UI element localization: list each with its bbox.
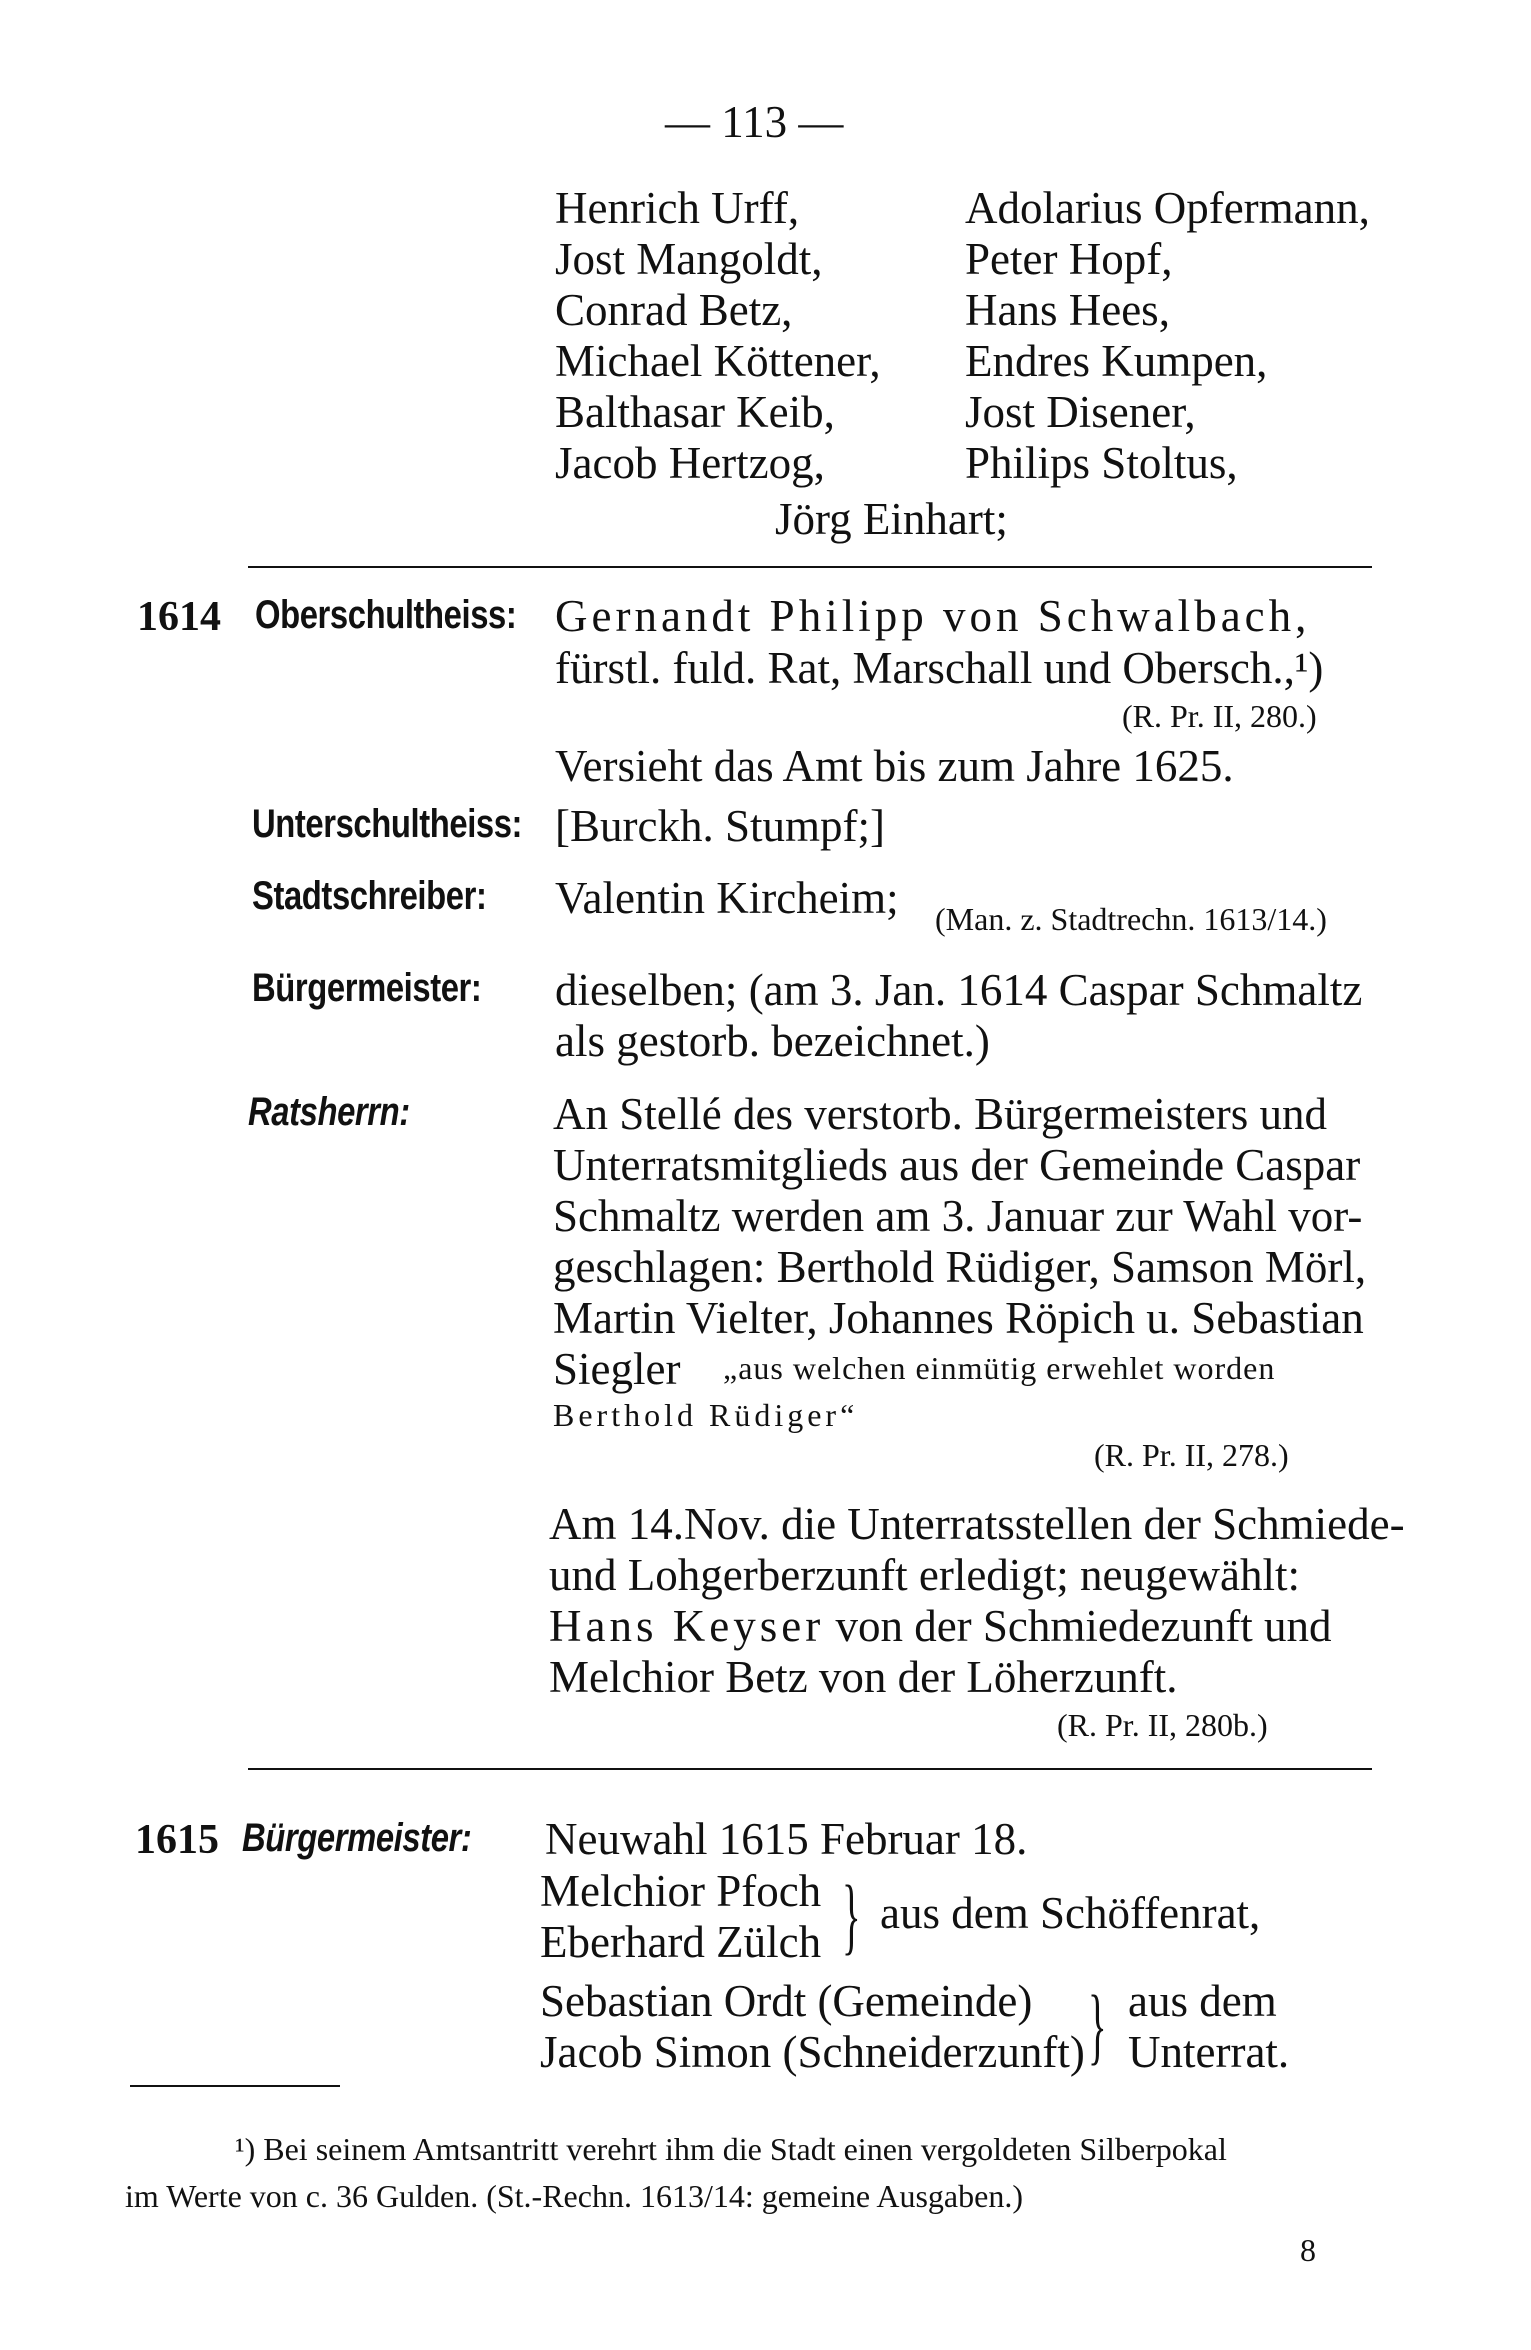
councilor-name: Philips Stoltus, — [965, 438, 1238, 488]
group-note: aus dem — [1128, 1976, 1277, 2026]
brace-icon: } — [842, 1867, 861, 1963]
page-number: — 113 — — [665, 97, 844, 147]
councilor-name: Michael Köttener, — [555, 336, 881, 386]
person-name: Jacob Simon (Schneiderzunft) — [540, 2027, 1085, 2077]
text-line: geschlagen: Berthold Rüdiger, Samson Mörl, — [553, 1242, 1367, 1292]
footnote-line: im Werte von c. 36 Gulden. (St.-Rechn. 1613/14: gemeine Ausgaben.) — [125, 2178, 1023, 2214]
text-line — [549, 1600, 1332, 1652]
footnote-marker: ¹) — [235, 2131, 256, 2167]
text-line: dieselben; (am 3. Jan. 1614 Caspar Schmaltz — [555, 965, 1363, 1015]
oberschultheiss-name: Gernandt Philipp von Schwalbach, — [555, 591, 1311, 641]
councilor-name: Endres Kumpen, — [965, 336, 1268, 386]
year-1615: 1615 — [135, 1817, 219, 1863]
section-divider — [248, 1768, 1372, 1770]
label-buergermeister: Bürgermeister: — [252, 966, 482, 1010]
person-name: Sebastian Ordt (Gemeinde) — [540, 1976, 1033, 2026]
text-line: An Stellé des verstorb. Bürgermeisters und — [553, 1089, 1328, 1139]
text-line: Martin Vielter, Johannes Röpich u. Sebastian — [553, 1293, 1364, 1343]
text-line: Siegler — [553, 1344, 681, 1394]
text-line: und Lohgerberzunft erledigt; neugewählt: — [549, 1550, 1300, 1600]
text-line: Unterratsmitglieds aus der Gemeinde Caspar — [553, 1140, 1361, 1190]
label-unterschultheiss: Unterschultheiss: — [252, 802, 523, 846]
unterschultheiss-name: [Burckh. Stumpf;] — [555, 801, 885, 851]
label-oberschultheiss: Oberschultheiss: — [255, 593, 517, 637]
stadtschreiber-name: Valentin Kircheim; — [555, 873, 899, 923]
councilor-name: Jost Mangoldt, — [555, 234, 823, 284]
name-spaced: Hans Keyser — [549, 1601, 825, 1651]
councilor-name: Conrad Betz, — [555, 285, 793, 335]
reference: (R. Pr. II, 280.) — [1122, 698, 1317, 734]
sheet-number: 8 — [1300, 2232, 1316, 2268]
councilor-name: Jacob Hertzog, — [555, 438, 825, 488]
label-stadtschreiber: Stadtschreiber: — [252, 874, 487, 918]
text-fragment: von der Schmiedezunft und — [835, 1601, 1332, 1651]
councilor-name: Adolarius Opfermann, — [965, 183, 1370, 233]
label-buergermeister: Bürgermeister: — [242, 1816, 472, 1860]
text-line: Neuwahl 1615 Februar 18. — [545, 1814, 1028, 1864]
footnote-divider — [130, 2085, 340, 2087]
reference: (R. Pr. II, 278.) — [1094, 1437, 1289, 1473]
quotation: Berthold Rüdiger“ — [553, 1397, 859, 1433]
oberschultheiss-term: Versieht das Amt bis zum Jahre 1625. — [555, 741, 1234, 791]
text-line: Am 14.Nov. die Unterratsstellen der Schmiede- — [549, 1499, 1405, 1549]
footnote-text: Bei seinem Amtsantritt verehrt ihm die Stadt einen vergoldeten Silberpokal — [263, 2131, 1227, 2167]
footnote-line — [235, 2131, 1227, 2168]
text-line: als gestorb. bezeichnet.) — [555, 1016, 990, 1066]
councilor-name: Jost Disener, — [965, 387, 1196, 437]
councilor-name: Peter Hopf, — [965, 234, 1173, 284]
reference: (Man. z. Stadtrechn. 1613/14.) — [935, 901, 1327, 937]
quotation: „aus welchen einmütig erwehlet worden — [723, 1350, 1276, 1386]
councilor-name: Henrich Urff, — [555, 183, 800, 233]
person-name: Eberhard Zülch — [540, 1917, 822, 1967]
oberschultheiss-title: fürstl. fuld. Rat, Marschall und Obersch.,¹) — [555, 643, 1324, 693]
text-line: Melchior Betz von der Löherzunft. — [549, 1652, 1178, 1702]
councilor-name: Balthasar Keib, — [555, 387, 835, 437]
councilor-name-last: Jörg Einhart; — [775, 494, 1008, 544]
group-note: Unterrat. — [1128, 2027, 1290, 2077]
text-line: Schmaltz werden am 3. Januar zur Wahl vor- — [553, 1191, 1363, 1241]
group-note: aus dem Schöffenrat, — [880, 1888, 1261, 1938]
label-ratsherrn: Ratsherrn: — [248, 1090, 410, 1134]
reference: (R. Pr. II, 280b.) — [1057, 1707, 1268, 1743]
section-divider — [248, 566, 1372, 568]
person-name: Melchior Pfoch — [540, 1866, 822, 1916]
councilor-name: Hans Hees, — [965, 285, 1170, 335]
brace-icon: } — [1088, 1977, 1107, 2073]
year-1614: 1614 — [137, 594, 221, 640]
